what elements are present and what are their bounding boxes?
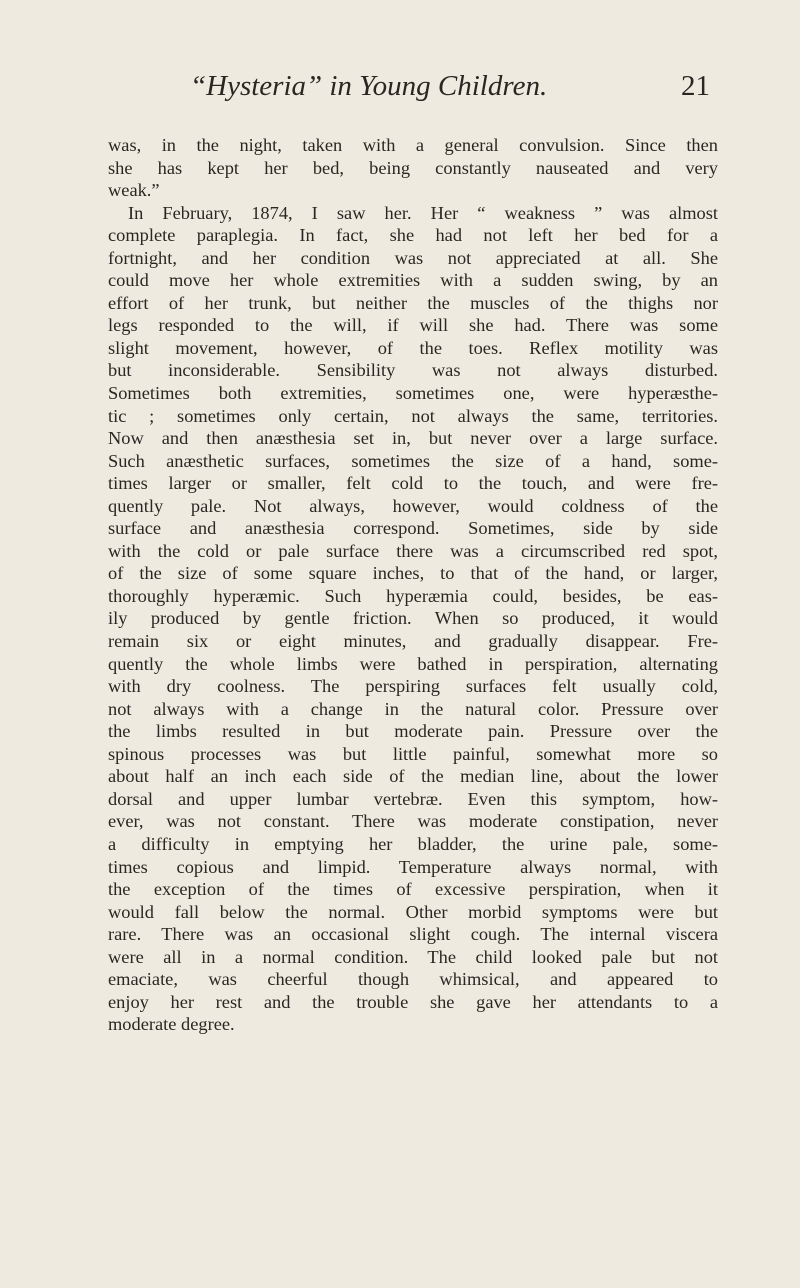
text-line: In February, 1874, I saw her. Her “ weakness ” was almost xyxy=(128,202,718,223)
text-line: thoroughly hyperæmic. Such hyperæmia could, besides, be eas- xyxy=(108,585,718,606)
text-line: tic ; sometimes only certain, not always the same, territories. xyxy=(108,405,718,426)
text-line: Sometimes both extremities, sometimes one, were hyperæsthe- xyxy=(108,383,718,404)
text-line: the exception of the times of excessive perspiration, when it xyxy=(108,879,718,900)
text-line: but inconsiderable. Sensibility was not always disturbed. xyxy=(108,360,718,381)
text-line: rare. There was an occasional slight cough. The internal viscera xyxy=(108,924,718,945)
text-line: spinous processes was but little painful, somewhat more so xyxy=(108,743,718,764)
running-head-title: “Hysteria” in Young Children. xyxy=(190,70,548,102)
text-line: the limbs resulted in but moderate pain. Pressure over the xyxy=(108,721,718,742)
text-line: weak.” xyxy=(108,180,160,201)
text-line: times larger or smaller, felt cold to the touch, and were fre- xyxy=(108,473,718,494)
text-line: with dry coolness. The perspiring surfaces felt usually cold, xyxy=(108,676,718,697)
text-line: she has kept her bed, being constantly nauseated and very xyxy=(108,157,718,178)
text-line: could move her whole extremities with a sudden swing, by an xyxy=(108,270,718,291)
text-line: enjoy her rest and the trouble she gave her attendants to a xyxy=(108,991,718,1012)
text-line: about half an inch each side of the median line, about the lower xyxy=(108,766,718,787)
paragraph xyxy=(108,202,718,1036)
text-line: remain six or eight minutes, and gradually disappear. Fre- xyxy=(108,631,718,652)
text-line: moderate degree. xyxy=(108,1014,235,1035)
paragraph xyxy=(108,134,718,202)
text-line: would fall below the normal. Other morbid symptoms were but xyxy=(108,901,718,922)
text-line: quently the whole limbs were bathed in perspiration, alternating xyxy=(108,653,718,674)
text-line: with the cold or pale surface there was a circumscribed red spot, xyxy=(108,540,718,561)
text-line: was, in the night, taken with a general convulsion. Since then xyxy=(108,135,718,155)
page-number: 21 xyxy=(681,70,710,102)
text-line: dorsal and upper lumbar vertebræ. Even this symptom, how- xyxy=(108,788,718,809)
text-line: surface and anæsthesia correspond. Sometimes, side by side xyxy=(108,518,718,539)
text-line: times copious and limpid. Temperature always normal, with xyxy=(108,856,718,877)
text-line: effort of her trunk, but neither the muscles of the thighs nor xyxy=(108,292,718,313)
text-line: were all in a normal condition. The child looked pale but not xyxy=(108,946,718,967)
text-line: a difficulty in emptying her bladder, the urine pale, some- xyxy=(108,833,718,854)
text-line: slight movement, however, of the toes. Reflex motility was xyxy=(108,337,718,358)
running-head xyxy=(190,64,710,108)
text-line: ever, was not constant. There was moderate constipation, never xyxy=(108,811,718,832)
text-line: Such anæsthetic surfaces, sometimes the size of a hand, some- xyxy=(108,450,718,471)
text-line: of the size of some square inches, to that of the hand, or larger, xyxy=(108,563,718,584)
text-line: fortnight, and her condition was not appreciated at all. She xyxy=(108,247,718,268)
body-text xyxy=(108,134,718,1036)
text-line: Now and then anæsthesia set in, but never over a large surface. xyxy=(108,428,718,449)
text-line: complete paraplegia. In fact, she had not left her bed for a xyxy=(108,225,718,246)
text-line: ily produced by gentle friction. When so produced, it would xyxy=(108,608,718,629)
text-line: quently pale. Not always, however, would coldness of the xyxy=(108,495,718,516)
text-line: legs responded to the will, if will she had. There was some xyxy=(108,315,718,336)
text-line: emaciate, was cheerful though whimsical, and appeared to xyxy=(108,969,718,990)
text-line: not always with a change in the natural color. Pressure over xyxy=(108,698,718,719)
